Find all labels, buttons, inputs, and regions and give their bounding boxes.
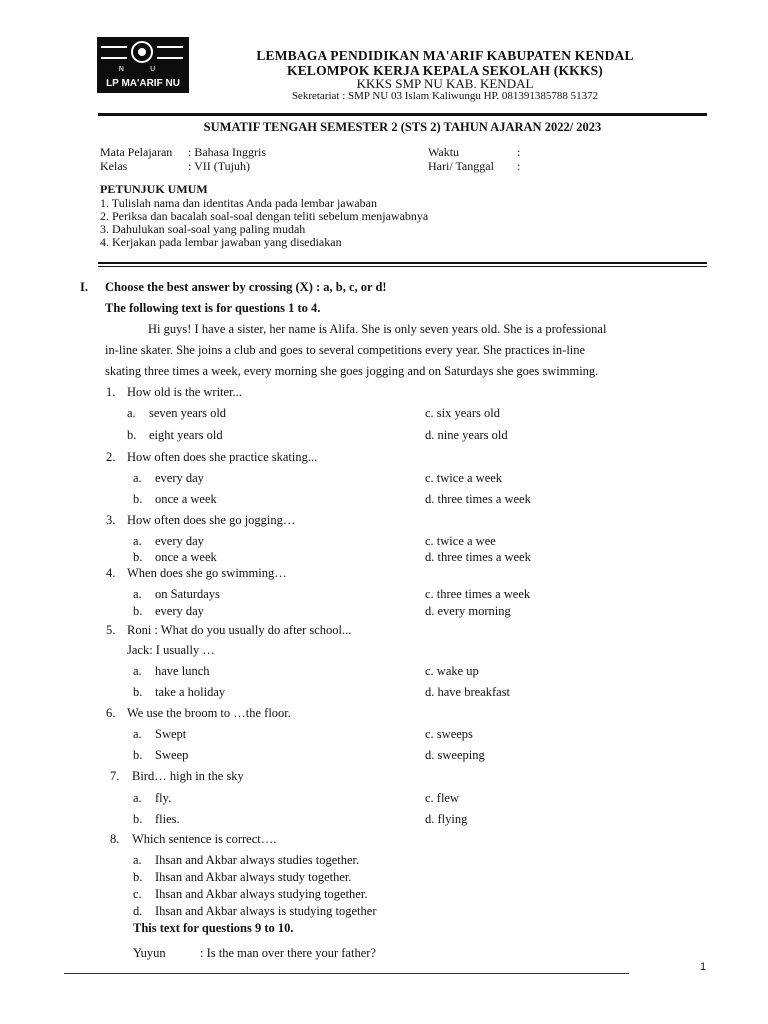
option-b: flies. — [155, 812, 180, 826]
option-b: take a holiday — [155, 685, 226, 699]
option-a: every day — [155, 471, 204, 485]
option-b: every day — [155, 604, 204, 618]
exam-title: SUMATIF TENGAH SEMESTER 2 (STS 2) TAHUN AJARAN 2022/ 2023 — [203, 120, 602, 134]
text-intro: The following text is for questions 1 to 4. — [105, 301, 321, 315]
option-letter: b. — [133, 604, 143, 618]
instructions-title: PETUNJUK UMUM — [100, 182, 208, 196]
header-line-1: LEMBAGA PENDIDIKAN MA'ARIF KABUPATEN KENDAL — [256, 48, 634, 63]
logo-mark: N U — [118, 65, 168, 73]
option-a: on Saturdays — [155, 587, 220, 601]
option-b: once a week — [155, 550, 217, 564]
option-d: d. flying — [425, 812, 468, 826]
subject-label: Mata Pelajaran — [100, 145, 173, 159]
instruction-item: 4. Kerjakan pada lembar jawaban yang disediakan — [100, 235, 342, 249]
option-d: d. three times a week — [425, 492, 531, 506]
question-text: Which sentence is correct…. — [132, 832, 277, 846]
passage-line: in-line skater. She joins a club and goes to several competitions every year. She practices in-line — [105, 343, 586, 357]
option-a: seven years old — [149, 406, 227, 420]
question-number: 2. — [106, 450, 116, 464]
logo-emblem-icon — [131, 41, 153, 63]
question-number: 7. — [110, 769, 120, 783]
option-letter: b. — [127, 428, 137, 442]
option-letter: b. — [133, 550, 143, 564]
question-text: How old is the writer... — [127, 385, 242, 399]
option-d: d. nine years old — [425, 428, 508, 442]
option-b: eight years old — [149, 428, 223, 442]
question-text: Bird… high in the sky — [132, 769, 244, 783]
option-letter: a. — [127, 406, 136, 420]
question-text-2: Jack: I usually … — [127, 643, 215, 657]
date-value: : — [517, 159, 521, 173]
dialog-line: : Is the man over there your father? — [200, 946, 376, 960]
header-secretariat: Sekretariat : SMP NU 03 Islam Kaliwungu HP. 081391385788 51372 — [291, 90, 599, 102]
subject-value: : Bahasa Inggris — [188, 145, 266, 159]
option-d: d. three times a week — [425, 550, 531, 564]
option-letter: a. — [133, 853, 142, 867]
question-number: 1. — [106, 385, 116, 399]
page-number: 1 — [700, 961, 707, 973]
option-letter: b. — [133, 812, 143, 826]
option-letter: a. — [133, 664, 142, 678]
question-text: How often does she go jogging… — [127, 513, 296, 527]
section-divider-bottom — [98, 266, 707, 267]
lp-maarif-logo — [97, 37, 189, 93]
option-c: c. six years old — [425, 406, 500, 420]
class-value: : VII (Tujuh) — [188, 159, 251, 173]
option-letter: a. — [133, 791, 142, 805]
option-letter: a. — [133, 727, 142, 741]
option-c: c. three times a week — [425, 587, 531, 601]
next-text-intro: This text for questions 9 to 10. — [133, 921, 294, 935]
instruction-item: 3. Dahulukan soal-soal yang paling mudah — [100, 222, 306, 236]
option-c: c. wake up — [425, 664, 479, 678]
option-c: c. twice a wee — [425, 534, 496, 548]
logo-script-right — [157, 46, 183, 59]
option-letter: a. — [133, 534, 142, 548]
question-text: We use the broom to …the floor. — [127, 706, 291, 720]
question-text: How often does she practice skating... — [127, 450, 318, 464]
question-number: 8. — [110, 832, 120, 846]
option-a: every day — [155, 534, 204, 548]
option-letter: a. — [133, 587, 142, 601]
option-d: d. every morning — [425, 604, 511, 618]
option-letter: b. — [133, 870, 143, 884]
option-c: Ihsan and Akbar always studying together. — [155, 887, 368, 901]
option-letter: c. — [133, 887, 142, 901]
option-a: Ihsan and Akbar always studies together. — [155, 853, 360, 867]
question-number: 6. — [106, 706, 116, 720]
time-label: Waktu — [428, 145, 460, 159]
section-instruction: Choose the best answer by crossing (X) : a, b, c, or d! — [105, 280, 387, 294]
question-number: 5. — [106, 623, 116, 637]
option-d: d. have breakfast — [425, 685, 511, 699]
option-c: c. twice a week — [425, 471, 503, 485]
option-letter: b. — [133, 492, 143, 506]
option-c: c. sweeps — [425, 727, 473, 741]
option-c: c. flew — [425, 791, 460, 805]
header-divider — [98, 113, 707, 116]
question-number: 4. — [106, 566, 116, 580]
option-d: d. sweeping — [425, 748, 485, 762]
option-d: Ihsan and Akbar always is studying together — [155, 904, 377, 918]
logo-script-left — [101, 46, 127, 59]
passage-line: skating three times a week, every morning she goes jogging and on Saturdays she goes swimming. — [105, 364, 599, 378]
instruction-item: 1. Tulislah nama dan identitas Anda pada lembar jawaban — [100, 196, 377, 210]
option-b: once a week — [155, 492, 217, 506]
option-letter: b. — [133, 685, 143, 699]
section-number: I. — [80, 280, 88, 294]
footer-line — [64, 973, 629, 974]
header-line-2: KELOMPOK KERJA KEPALA SEKOLAH (KKKS) — [287, 63, 603, 78]
option-letter: b. — [133, 748, 143, 762]
option-a: Swept — [155, 727, 187, 741]
date-label: Hari/ Tanggal — [428, 159, 494, 173]
option-a: fly. — [155, 791, 172, 805]
time-value: : — [517, 145, 521, 159]
logo-label: LP MA'ARIF NU — [106, 78, 180, 89]
question-text: Roni : What do you usually do after school... — [127, 623, 352, 637]
dialog-speaker: Yuyun — [133, 946, 166, 960]
class-label: Kelas — [100, 159, 128, 173]
header-line-3: KKKS SMP NU KAB. KENDAL — [356, 76, 534, 91]
section-divider-top — [98, 262, 707, 264]
question-number: 3. — [106, 513, 116, 527]
option-b: Ihsan and Akbar always study together. — [155, 870, 352, 884]
instruction-item: 2. Periksa dan bacalah soal-soal dengan teliti sebelum menjawabnya — [100, 209, 429, 223]
option-a: have lunch — [155, 664, 210, 678]
option-b: Sweep — [155, 748, 189, 762]
question-text: When does she go swimming… — [127, 566, 287, 580]
option-letter: a. — [133, 471, 142, 485]
option-letter: d. — [133, 904, 143, 918]
passage-line: Hi guys! I have a sister, her name is Alifa. She is only seven years old. She is a professional — [148, 322, 607, 336]
